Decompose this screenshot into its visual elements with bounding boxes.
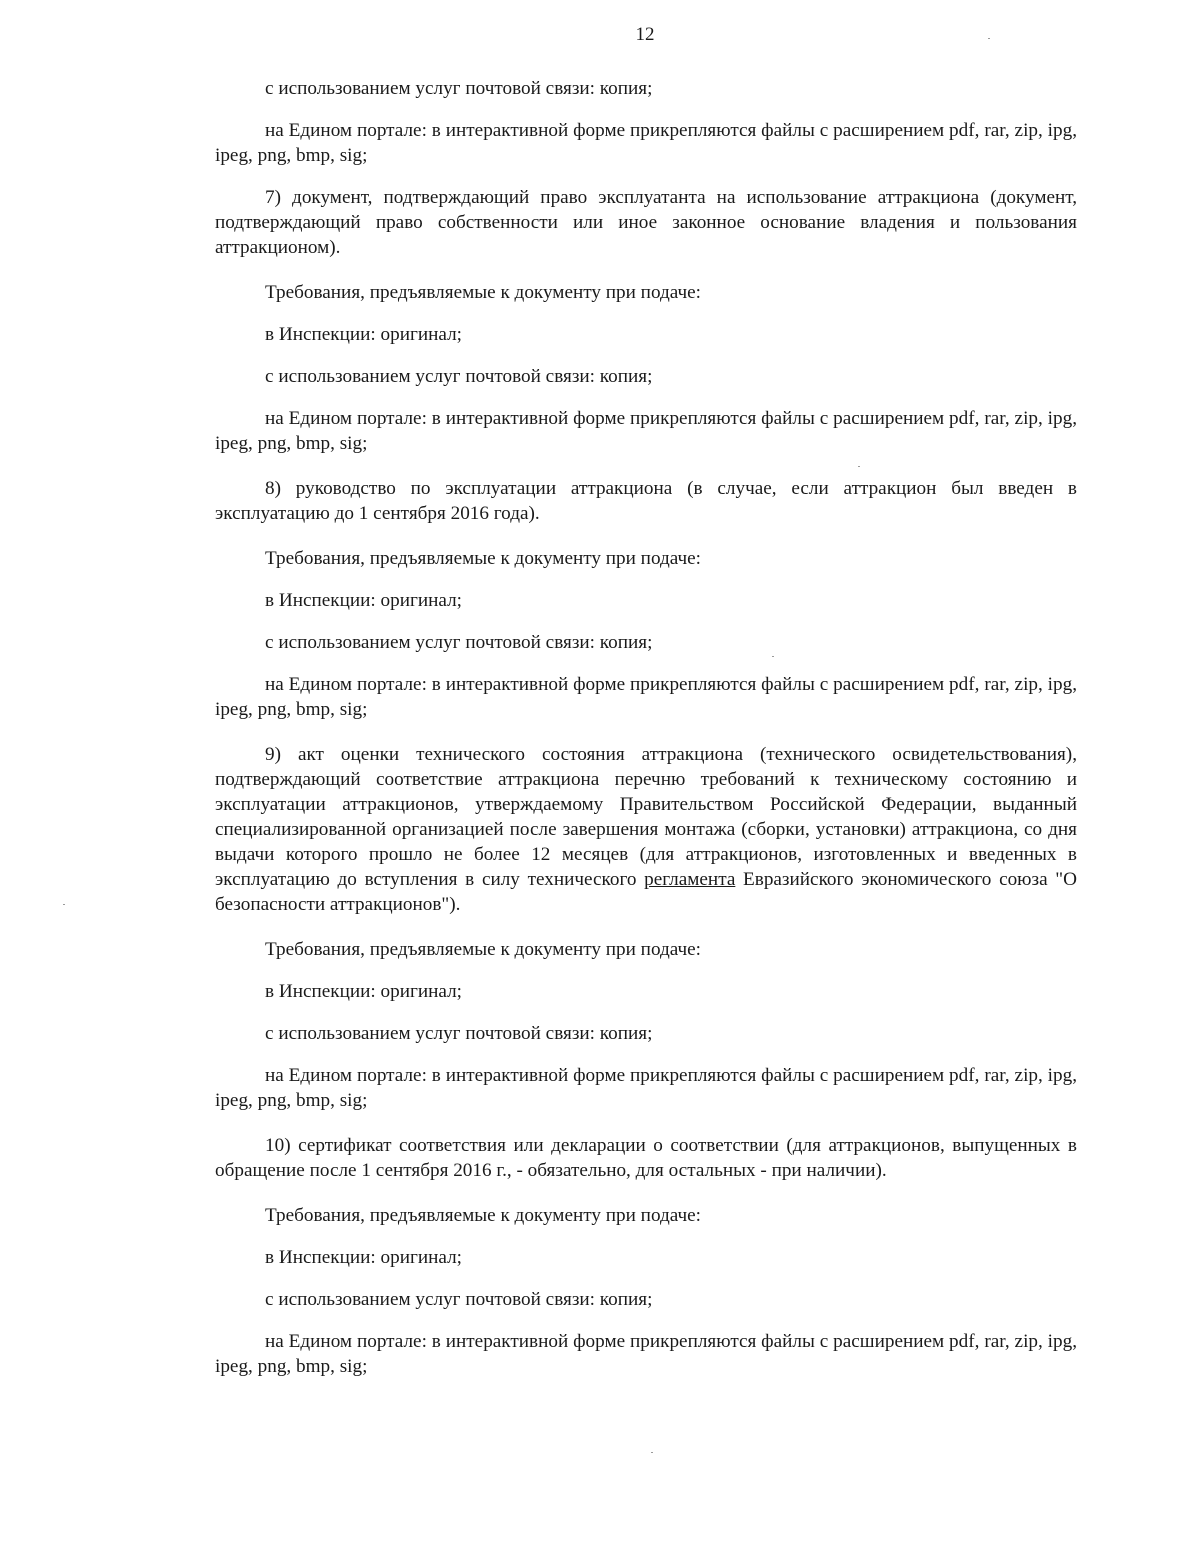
paragraph-requirements-heading: Требования, предъявляемые к документу при подаче: bbox=[265, 282, 701, 303]
scan-speck bbox=[63, 904, 65, 905]
paragraph-postal-copy: с использованием услуг почтовой связи: копия; bbox=[265, 78, 653, 99]
paragraph-postal-copy: с использованием услуг почтовой связи: копия; bbox=[265, 366, 653, 387]
paragraph-requirements-heading: Требования, предъявляемые к документу при подаче: bbox=[265, 1205, 701, 1226]
document-body bbox=[215, 76, 1077, 1379]
regulation-link[interactable]: регламента bbox=[644, 869, 736, 890]
paragraph-portal-files: на Едином портале: в интерактивной форме прикрепляются файлы с расширением pdf, rar, zip, ipg, ipeg, png, bmp, sig; bbox=[215, 1065, 1077, 1111]
paragraph-portal-files: на Едином портале: в интерактивной форме прикрепляются файлы с расширением pdf, rar, zip, ipg, ipeg, png, bmp, sig; bbox=[215, 674, 1077, 720]
paragraph-postal-copy: с использованием услуг почтовой связи: копия; bbox=[265, 1289, 653, 1310]
scan-speck bbox=[988, 38, 990, 39]
paragraph-portal-files: на Едином портале: в интерактивной форме прикрепляются файлы с расширением pdf, rar, zip, ipg, ipeg, png, bmp, sig; bbox=[215, 1331, 1077, 1377]
item-9-text-end: Евразийского экономического союза "О безопасности аттракционов"). bbox=[215, 869, 1077, 915]
paragraph-requirements-heading: Требования, предъявляемые к документу при подаче: bbox=[265, 939, 701, 960]
item-9-text: 9) акт оценки технического состояния аттракциона (технического освидетельствования), подтверждающий соответствие аттракциона перечню требований к техническому состоянию и эксплуатации аттракционов, утверждаемому Правительством Российской Федерации, выданный специализированной организацией после завершения монтажа (сборки, установки) аттракциона, со дня выдачи которого прошло не более 12 месяцев (для аттракционов, изготовленных и введенных в эксплуатацию до вступления в силу технического bbox=[215, 744, 1077, 890]
paragraph-portal-files: на Едином портале: в интерактивной форме прикрепляются файлы с расширением pdf, rar, zip, ipg, ipeg, png, bmp, sig; bbox=[215, 408, 1077, 454]
paragraph-postal-copy: с использованием услуг почтовой связи: копия; bbox=[265, 1023, 653, 1044]
scan-speck bbox=[772, 656, 774, 657]
scan-speck bbox=[651, 1452, 653, 1453]
paragraph-portal-files: на Едином портале: в интерактивной форме прикрепляются файлы с расширением pdf, rar, zip, ipg, ipeg, png, bmp, sig; bbox=[215, 120, 1077, 166]
paragraph-postal-copy: с использованием услуг почтовой связи: копия; bbox=[265, 632, 653, 653]
paragraph-inspection-original: в Инспекции: оригинал; bbox=[265, 981, 462, 1002]
paragraph-requirements-heading: Требования, предъявляемые к документу при подаче: bbox=[265, 548, 701, 569]
paragraph-item-8: 8) руководство по эксплуатации аттракциона (в случае, если аттракцион был введен в эксплуатацию до 1 сентября 2016 года). bbox=[215, 478, 1077, 524]
scan-speck bbox=[858, 466, 860, 467]
paragraph-inspection-original: в Инспекции: оригинал; bbox=[265, 324, 462, 345]
paragraph-item-10: 10) сертификат соответствия или декларации о соответствии (для аттракционов, выпущенных в обращение после 1 сентября 2016 г., - обязательно, для остальных - при наличии). bbox=[215, 1135, 1077, 1181]
paragraph-item-7: 7) документ, подтверждающий право эксплуатанта на использование аттракциона (документ, подтверждающий право собственности или иное законное основание владения и пользования аттракционом). bbox=[215, 187, 1077, 258]
paragraph-inspection-original: в Инспекции: оригинал; bbox=[265, 1247, 462, 1268]
paragraph-inspection-original: в Инспекции: оригинал; bbox=[265, 590, 462, 611]
paragraph-item-9 bbox=[215, 742, 1077, 917]
page-number: 12 bbox=[635, 24, 655, 45]
